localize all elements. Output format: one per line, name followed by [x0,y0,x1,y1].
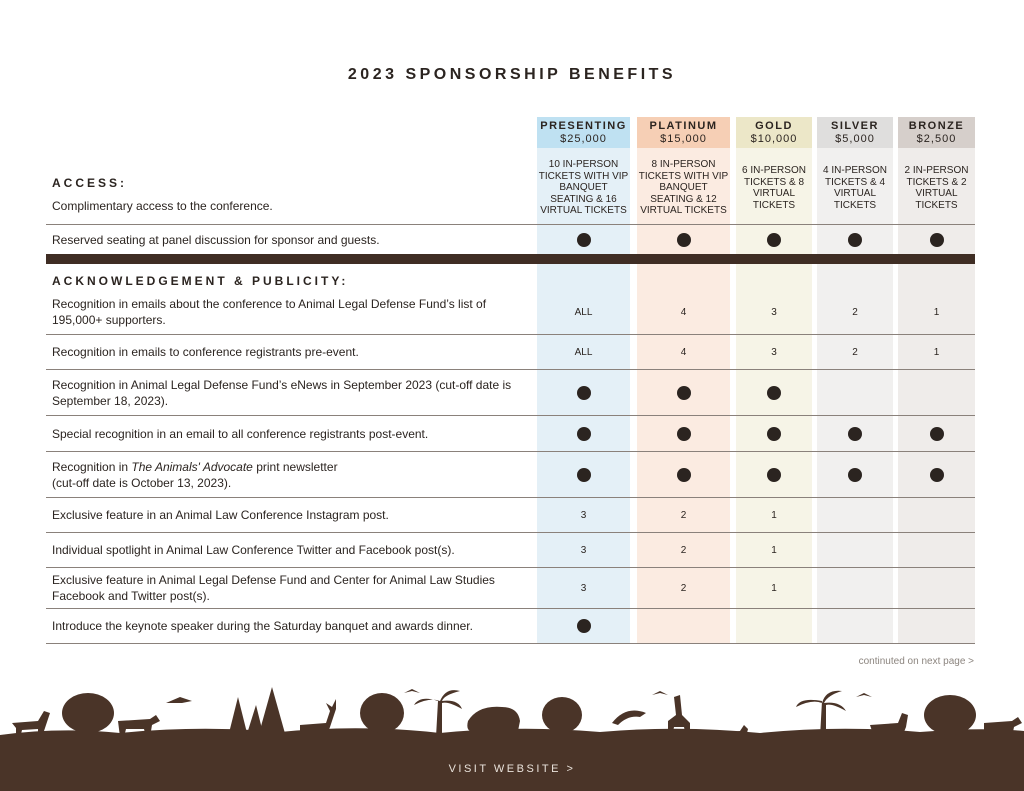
tier-price: $10,000 [750,133,798,145]
cell-platinum: 4 [680,306,687,318]
cell-presenting: 3 [580,582,587,594]
cell-gold: 1 [771,582,777,594]
tier-header-presenting [537,117,630,148]
cell-platinum: 2 [680,509,687,521]
cell-gold: 3 [771,346,777,358]
cell-bronze [898,533,975,567]
cell-gold [736,370,812,415]
tier-name: PRESENTING [540,120,627,132]
section-band [46,254,975,264]
included-dot-icon [767,468,781,482]
tier-name: SILVER [831,120,879,132]
cell-silver [817,533,893,567]
included-dot-icon [577,468,591,482]
tier-price: $2,500 [916,133,957,145]
cell-presenting [537,370,630,415]
row-label: Exclusive feature in an Animal Law Conference Instagram post. [52,508,389,522]
cell-gold [736,609,812,643]
cell-bronze [898,609,975,643]
included-dot-icon [577,427,591,441]
cell-presenting [537,452,630,497]
row-label: Reserved seating at panel discussion for sponsor and guests. [52,232,380,247]
cell-gold: 1 [771,544,777,556]
tier-tickets: 10 IN-PERSON TICKETS WITH VIP BANQUET SEATING & 16 VIRTUAL TICKETS [538,159,629,217]
table-row [46,498,975,532]
table-row [46,335,975,369]
divider [46,643,975,644]
cell-presenting: 3 [580,509,587,521]
included-dot-icon [577,386,591,400]
cell-bronze [898,416,975,451]
included-dot-icon [767,386,781,400]
row-label: Exclusive feature in Animal Legal Defense Fund and Center for Animal Law Studies Facebook and Twitter post(s). [52,573,495,603]
cell-platinum [637,609,730,643]
table-row [46,290,975,334]
cell-silver [817,370,893,415]
table-row [46,416,975,451]
cell-silver: 2 [852,306,858,318]
included-dot-icon [930,427,944,441]
table-row [46,533,975,567]
row-label: Recognition in Animal Legal Defense Fund’s eNews in September 2023 (cut-off date is September 18, 2023). [52,377,512,408]
cell-silver [817,452,893,497]
included-dot-icon [848,233,862,247]
row-label: Recognition in emails to conference registrants pre-event. [52,345,359,359]
cell-silver [817,609,893,643]
included-dot-icon [577,233,591,247]
cell-presenting [537,416,630,451]
included-dot-icon [767,427,781,441]
cell-silver [817,225,893,254]
tier-price: $5,000 [835,133,875,145]
cell-presenting [537,225,630,254]
table-row [46,370,975,415]
tier-price: $25,000 [560,133,607,145]
cell-presenting: 3 [580,544,587,556]
row-label: Recognition in The Animals' Advocate print newsletter (cut-off date is October 13, 2023). [52,459,338,490]
cell-bronze: 1 [933,306,940,318]
tier-header-bronze [898,117,975,148]
cell-bronze [898,370,975,415]
cell-silver [817,568,893,608]
cell-gold [736,416,812,451]
page-title: 2023 SPONSORSHIP BENEFITS [347,66,677,83]
tier-price: $15,000 [660,133,707,145]
cell-silver [817,498,893,532]
cell-bronze: 1 [933,346,940,358]
tier-name: PLATINUM [649,120,718,132]
cell-platinum: 4 [680,346,687,358]
continued-link[interactable]: continuted on next page > [858,656,974,667]
cell-platinum: 2 [680,582,687,594]
cell-platinum [637,370,730,415]
tier-header-platinum [637,117,730,148]
table-row [46,568,975,608]
cell-presenting: ALL [574,346,593,358]
cell-bronze [898,498,975,532]
tier-header-silver [817,117,893,148]
row-label: Individual spotlight in Animal Law Conference Twitter and Facebook post(s). [52,543,455,557]
included-dot-icon [930,233,944,247]
included-dot-icon [677,233,691,247]
cell-platinum [637,416,730,451]
included-dot-icon [677,468,691,482]
cell-silver: 2 [852,346,858,358]
cell-bronze [898,452,975,497]
visit-website-link[interactable]: VISIT WEBSITE > [448,763,576,775]
included-dot-icon [677,427,691,441]
included-dot-icon [577,619,591,633]
ack-heading: ACKNOWLEDGEMENT & PUBLICITY: [52,274,349,288]
cell-platinum [637,452,730,497]
tier-name: GOLD [755,120,793,132]
cell-gold [736,225,812,254]
tier-tickets: 6 IN-PERSON TICKETS & 8 VIRTUAL TICKETS [742,165,806,211]
footer-bar [0,736,1024,791]
included-dot-icon [848,427,862,441]
tier-name: BRONZE [908,120,965,132]
included-dot-icon [677,386,691,400]
cell-platinum [637,225,730,254]
cell-gold: 3 [771,306,777,318]
included-dot-icon [767,233,781,247]
cell-presenting: ALL [574,306,593,318]
cell-silver [817,416,893,451]
access-heading: ACCESS: [52,176,128,190]
cell-gold: 1 [771,509,777,521]
cell-gold [736,452,812,497]
cell-presenting [537,609,630,643]
tier-header-gold [736,117,812,148]
row-label: Special recognition in an email to all conference registrants post-event. [52,426,429,441]
cell-bronze [898,225,975,254]
row-label: Introduce the keynote speaker during the Saturday banquet and awards dinner. [52,619,473,633]
table-row [46,452,975,497]
access-description: Complimentary access to the conference. [52,199,273,213]
cell-platinum: 2 [680,544,687,556]
row-label: Recognition in emails about the conference to Animal Legal Defense Fund’s list of 195,000+ supporters. [52,297,487,327]
tier-tickets: 4 IN-PERSON TICKETS & 4 VIRTUAL TICKETS [823,165,887,211]
tier-tickets: 2 IN-PERSON TICKETS & 2 VIRTUAL TICKETS [904,165,969,211]
table-row [46,225,975,254]
included-dot-icon [930,468,944,482]
included-dot-icon [848,468,862,482]
table-row [46,609,975,643]
tier-tickets: 8 IN-PERSON TICKETS WITH VIP BANQUET SEATING & 12 VIRTUAL TICKETS [638,159,729,217]
cell-bronze [898,568,975,608]
